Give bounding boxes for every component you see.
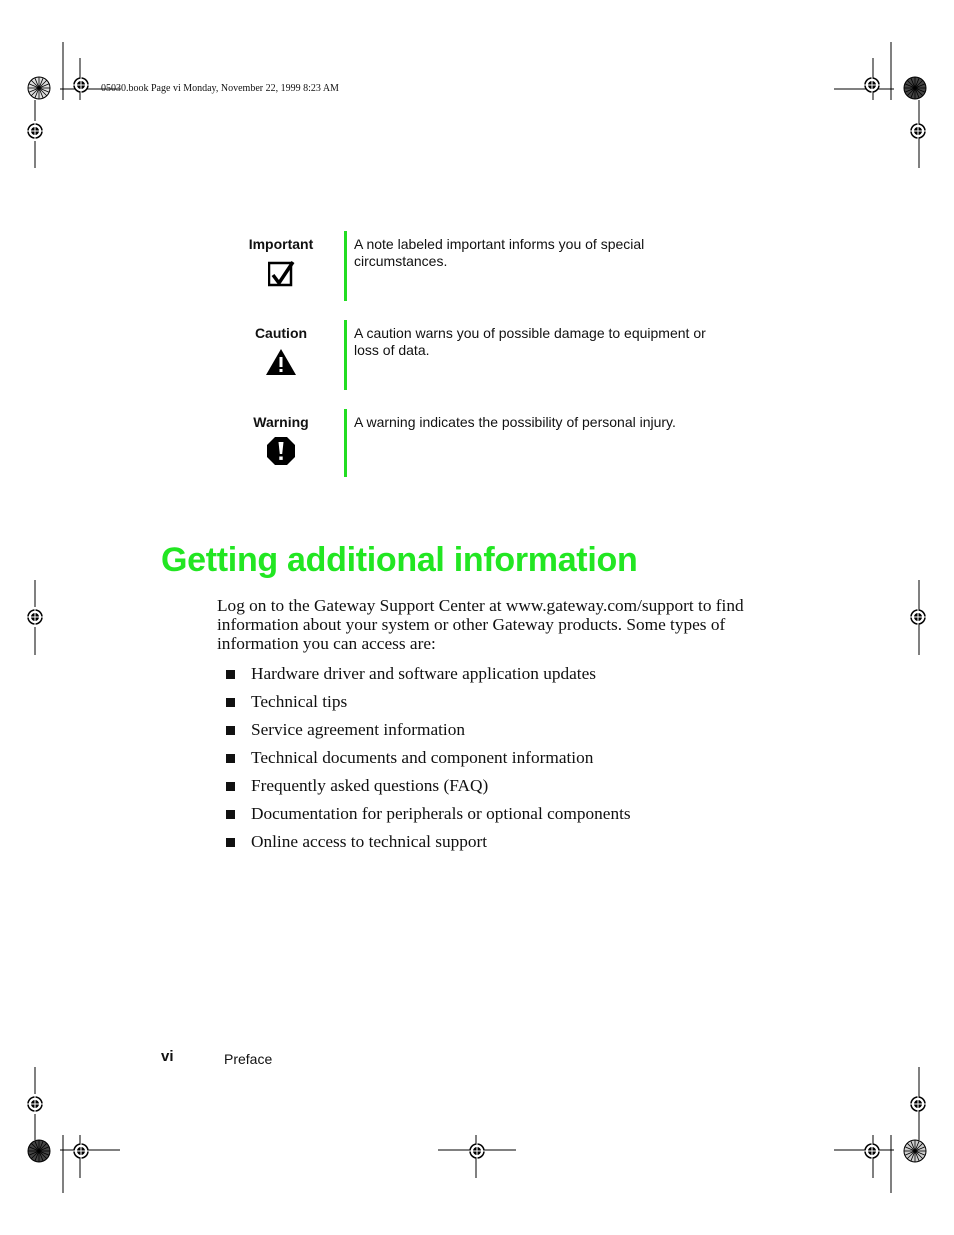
list-item	[226, 804, 631, 832]
bullet-square-icon	[226, 782, 235, 791]
warning-exclamation-icon	[266, 436, 296, 466]
list-item	[226, 692, 631, 720]
note-text-warning: A warning indicates the possibility of personal injury.	[354, 414, 676, 430]
list-item-text: Documentation for peripherals or optional components	[251, 804, 631, 823]
list-item-text: Hardware driver and software application updates	[251, 664, 597, 683]
section-intro: Log on to the Gateway Support Center at www.gateway.com/support to find information about your system or other Gateway products. Some types of information you can access are:	[217, 596, 744, 653]
list-item-text: Online access to technical support	[251, 832, 488, 851]
list-item	[226, 748, 631, 776]
info-bullet-list	[226, 664, 631, 860]
note-label-caution: Caution	[254, 325, 308, 341]
list-item	[226, 720, 631, 748]
list-item	[226, 664, 631, 692]
bullet-square-icon	[226, 698, 235, 707]
note-label-warning: Warning	[253, 414, 309, 430]
bullet-square-icon	[226, 726, 235, 735]
note-text-important: A note labeled important informs you of special circumstances.	[354, 236, 645, 269]
list-item	[226, 776, 631, 804]
print-header: 05030.book Page vi Monday, November 22, 1999 8:23 AM	[101, 83, 339, 94]
bullet-square-icon	[226, 670, 235, 679]
footer-section-name: Preface	[224, 1051, 273, 1067]
caution-triangle-icon	[265, 348, 297, 376]
bullet-square-icon	[226, 838, 235, 847]
section-heading: Getting additional information	[161, 541, 638, 579]
page-number: vi	[161, 1048, 174, 1065]
note-label-important: Important	[248, 236, 314, 252]
note-bar-warning	[344, 409, 347, 477]
list-item-text: Technical tips	[251, 692, 348, 711]
note-bar-caution	[344, 320, 347, 390]
list-item-text: Service agreement information	[251, 720, 466, 739]
list-item-text: Technical documents and component information	[251, 748, 594, 767]
bullet-square-icon	[226, 810, 235, 819]
bullet-square-icon	[226, 754, 235, 763]
note-text-caution: A caution warns you of possible damage to equipment or loss of data.	[354, 325, 706, 358]
list-item	[226, 832, 631, 860]
list-item-text: Frequently asked questions (FAQ)	[251, 776, 489, 795]
checkmark-icon	[268, 260, 296, 288]
note-bar-important	[344, 231, 347, 301]
